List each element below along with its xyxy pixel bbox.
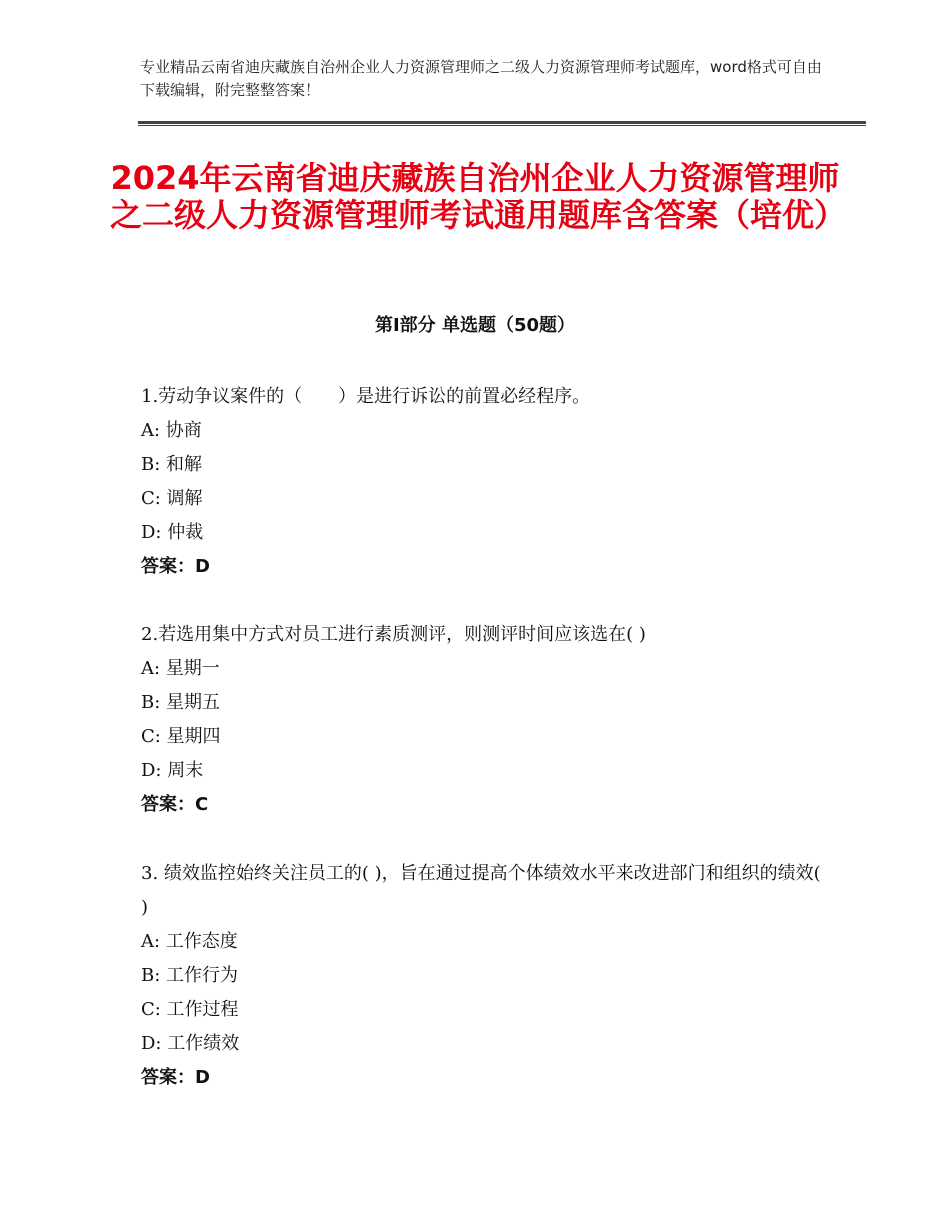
- option-a: A: 星期一: [141, 658, 220, 679]
- option-b: B: 星期五: [141, 692, 221, 713]
- question-2: [141, 618, 821, 822]
- option-a: A: 工作态度: [141, 931, 238, 952]
- question-stem: 1.劳动争议案件的（ ）是进行诉讼的前置必经程序。: [141, 386, 591, 407]
- option-a: A: 协商: [141, 420, 202, 441]
- option-c: C: 工作过程: [141, 999, 239, 1020]
- answer: 答案：D: [141, 556, 210, 577]
- option-c: C: 调解: [141, 488, 203, 509]
- question-stem: 2.若选用集中方式对员工进行素质测评，则测评时间应该选在( ): [141, 624, 646, 645]
- option-d: D: 工作绩效: [141, 1033, 240, 1054]
- question-stem: 3. 绩效监控始终关注员工的( )，旨在通过提高个体绩效水平来改进部门和组织的绩效( ): [141, 863, 821, 918]
- option-b: B: 工作行为: [141, 965, 239, 986]
- header-note: 专业精品云南省迪庆藏族自治州企业人力资源管理师之二级人力资源管理师考试题库，word格式可自由下载编辑，附完整整答案！: [140, 58, 822, 99]
- option-c: C: 星期四: [141, 726, 221, 747]
- question-1: [141, 380, 821, 584]
- option-d: D: 仲裁: [141, 522, 204, 543]
- option-b: B: 和解: [141, 454, 203, 475]
- answer: 答案：D: [141, 1067, 210, 1088]
- question-3: [141, 857, 821, 1095]
- document-title: 2024年云南省迪庆藏族自治州企业人力资源管理师之二级人力资源管理师考试通用题库含答案（培优）: [110, 159, 847, 234]
- section-title: 第Ⅰ部分 单选题（50题）: [374, 315, 575, 336]
- option-d: D: 周末: [141, 760, 204, 781]
- answer: 答案：C: [141, 794, 209, 815]
- header-divider: [138, 121, 866, 126]
